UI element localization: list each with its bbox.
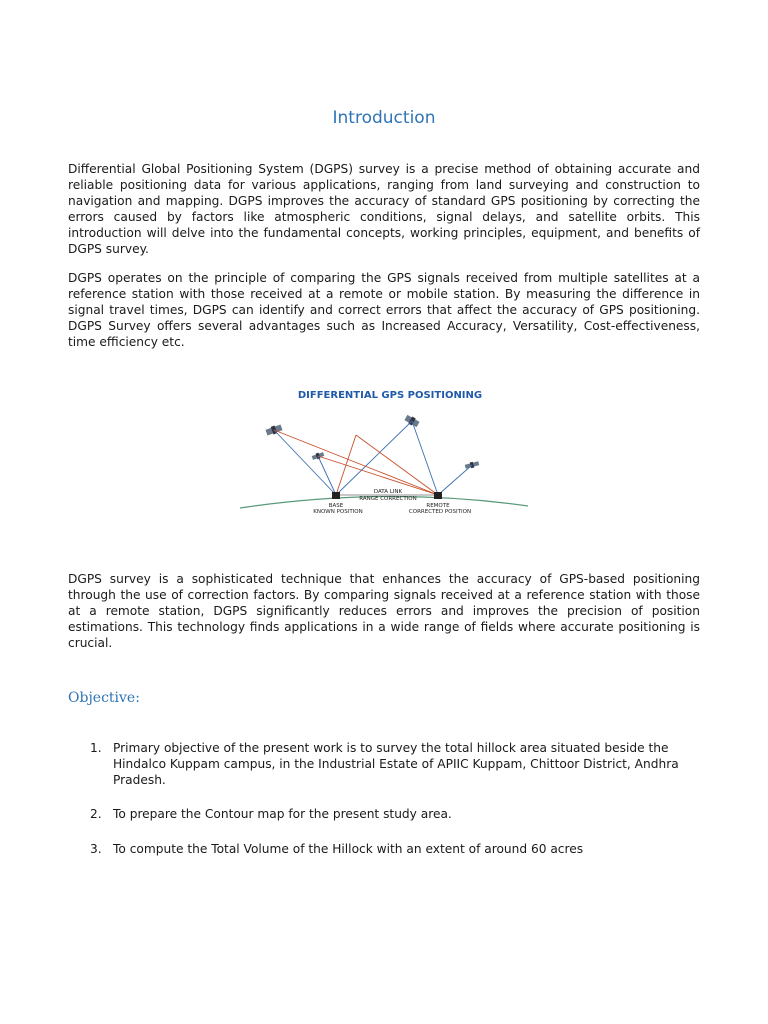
range-correction-label: RANGE CORRECTION [359, 496, 417, 502]
objective-heading: Objective: [68, 690, 140, 706]
list-item-text: To prepare the Contour map for the present study area. [113, 807, 452, 821]
list-item [90, 740, 702, 788]
remote-station-icon [434, 492, 442, 499]
list-item-text: Primary objective of the present work is to survey the total hillock area situated beside the Hindalco Kuppam campus, in the Industrial Estate of APIIC Kuppam, Chittoor District, Andhra Pradesh. [113, 741, 679, 787]
list-item-number: 3. [90, 842, 102, 856]
intro-paragraph-1: Differential Global Positioning System (DGPS) survey is a precise method of obtaining accurate and reliable positioning data for various applications, ranging from land surveying and construction to navigation and mapping. DGPS improves the accuracy of standard GPS positioning by correcting the errors caused by factors like atmospheric conditions, signal delays, and satellite orbits. This introduction will delve into the fundamental concepts, working principles, equipment, and benefits of DGPS survey. [68, 162, 700, 256]
list-item-number: 1. [90, 741, 102, 755]
remote-label: REMOTE [426, 503, 450, 509]
dgps-diagram [238, 378, 530, 520]
summary-paragraph: DGPS survey is a sophisticated technique that enhances the accuracy of GPS-based positioning through the use of correction factors. By comparing signals received at a reference station with those at a remote station, DGPS significantly reduces errors and improves the precision of position estimations. This technology finds applications in a wide range of fields where accurate positioning is crucial. [68, 572, 700, 650]
list-item-number: 2. [90, 807, 102, 821]
list-item-text: To compute the Total Volume of the Hillock with an extent of around 60 acres [113, 842, 584, 856]
known-position-label: KNOWN POSITION [313, 509, 363, 515]
list-item [90, 806, 702, 822]
data-link-label: DATA LINK [373, 489, 403, 495]
corrected-position-label: CORRECTED POSITION [408, 509, 472, 515]
base-label: BASE [328, 503, 344, 509]
base-station-icon [332, 492, 340, 499]
list-item [90, 841, 702, 857]
diagram-title: DIFFERENTIAL GPS POSITIONING [297, 390, 483, 401]
page-title: Introduction [332, 108, 436, 128]
intro-paragraph-2: DGPS operates on the principle of comparing the GPS signals received from multiple satellites at a reference station with those received at a remote or mobile station. By measuring the difference in signal travel times, DGPS can identify and correct errors that affect the accuracy of GPS positioning. DGPS Survey offers several advantages such as Increased Accuracy, Versatility, Cost-effectiveness, time efficiency etc. [68, 271, 700, 349]
